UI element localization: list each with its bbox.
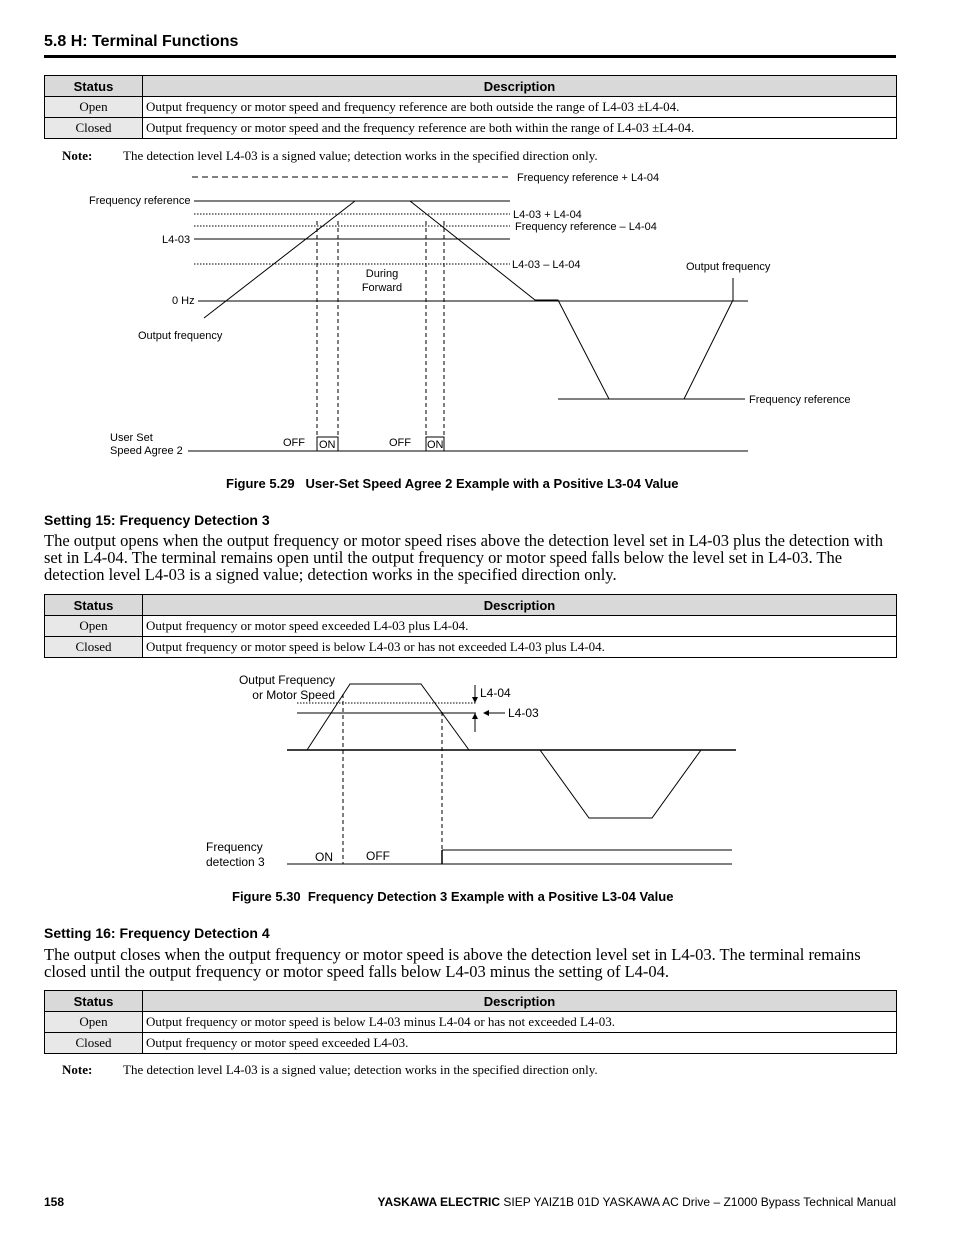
table-row bbox=[45, 1012, 897, 1033]
table-header-row bbox=[45, 76, 897, 97]
freq-ref-label: Frequency reference bbox=[89, 195, 191, 207]
output-freq-label: Output Frequency bbox=[238, 673, 335, 687]
speed-agree-label: Speed Agree 2 bbox=[110, 445, 183, 457]
page-number: 158 bbox=[44, 1195, 65, 1209]
setting-16-heading: Setting 16: Frequency Detection 4 bbox=[44, 925, 270, 941]
figure-5-29-caption: Figure 5.29 User-Set Speed Agree 2 Example with a Positive L3-04 Value bbox=[226, 476, 679, 491]
status-cell: Closed bbox=[45, 637, 143, 658]
on-label-1: ON bbox=[319, 439, 336, 451]
l404-arrow-head bbox=[472, 697, 478, 703]
description-cell: Output frequency or motor speed exceeded L4-03. bbox=[143, 1033, 897, 1054]
section-title: 5.8 H: Terminal Functions bbox=[44, 33, 239, 50]
status-cell: Open bbox=[45, 97, 143, 118]
description-cell: Output frequency or motor speed exceeded L4-03 plus L4-04. bbox=[143, 616, 897, 637]
setting-15-paragraph: The output opens when the output frequency or motor speed rises above the detection level set in L4-03 plus the detection with set in L4-04. The terminal remains open until the output frequency or motor speed falls below the level set in L4-03. The detection level L4-03 is a signed value; detection works in the specified direction only. bbox=[44, 531, 883, 584]
description-header: Description bbox=[143, 991, 897, 1012]
status-table-2 bbox=[44, 594, 897, 658]
l403-plus-label: L4-03 + L4-04 bbox=[513, 209, 582, 221]
on-label-2: ON bbox=[427, 439, 444, 451]
freq-ref-minus-label: Frequency reference – L4-04 bbox=[515, 221, 657, 233]
l403-minus-label: L4-03 – L4-04 bbox=[512, 259, 581, 271]
on-label: ON bbox=[315, 850, 333, 864]
table-row bbox=[45, 97, 897, 118]
description-header: Description bbox=[143, 76, 897, 97]
note-label: Note: bbox=[62, 1062, 93, 1077]
freq-det-label: Frequency bbox=[206, 840, 263, 854]
note-label: Note: bbox=[62, 148, 93, 163]
status-cell: Open bbox=[45, 1012, 143, 1033]
figure-5-30-caption: Figure 5.30 Frequency Detection 3 Example with a Positive L3-04 Value bbox=[232, 889, 674, 904]
forward-label: Forward bbox=[361, 282, 403, 294]
section-rule bbox=[44, 55, 896, 58]
footer-brand: YASKAWA ELECTRIC bbox=[377, 1195, 501, 1209]
status-cell: Closed bbox=[45, 118, 143, 139]
note-text: The detection level L4-03 is a signed value; detection works in the specified direction only. bbox=[123, 1062, 598, 1077]
off-label-1: OFF bbox=[283, 437, 305, 449]
user-set-label: User Set bbox=[110, 432, 153, 444]
zero-hz-label: 0 Hz bbox=[172, 295, 195, 307]
l404-arrow-head bbox=[472, 713, 478, 719]
description-cell: Output frequency or motor speed and the frequency reference are both within the range of L4-03 ±L4-04. bbox=[143, 118, 897, 139]
freq-ref-plus-label: Frequency reference + L4-04 bbox=[517, 172, 660, 184]
l403-label: L4-03 bbox=[162, 234, 191, 246]
during-label: During bbox=[365, 268, 399, 280]
status-header: Status bbox=[45, 991, 143, 1012]
negative-trace bbox=[540, 750, 701, 818]
figure-5-29-diagram bbox=[0, 165, 954, 465]
freq-ref-right-label: Frequency reference bbox=[749, 394, 851, 406]
description-cell: Output frequency or motor speed is below L4-03 minus L4-04 or has not exceeded L4-03. bbox=[143, 1012, 897, 1033]
status-header: Status bbox=[45, 76, 143, 97]
table-row bbox=[45, 1033, 897, 1054]
setting-16-paragraph: The output closes when the output frequency or motor speed is above the detection level set in L4-03. The terminal remains closed until the output frequency or motor speed falls below L4-03 minus the setting of L4-04. bbox=[44, 945, 861, 981]
l403-pointer-head bbox=[483, 710, 489, 716]
table-row bbox=[45, 118, 897, 139]
output-freq-left-label: Output frequency bbox=[138, 330, 223, 342]
figure-5-30-diagram bbox=[0, 668, 954, 878]
motor-speed-label: or Motor Speed bbox=[252, 688, 335, 702]
l404-label: L4-04 bbox=[480, 686, 511, 700]
description-cell: Output frequency or motor speed and frequency reference are both outside the range of L4-03 ±L4-04. bbox=[143, 97, 897, 118]
detection3-label: detection 3 bbox=[206, 855, 265, 869]
status-table-1 bbox=[44, 75, 897, 139]
table-header-row bbox=[45, 991, 897, 1012]
status-table-3 bbox=[44, 990, 897, 1054]
off-label: OFF bbox=[366, 849, 390, 863]
status-cell: Open bbox=[45, 616, 143, 637]
table-row bbox=[45, 616, 897, 637]
description-header: Description bbox=[143, 595, 897, 616]
description-cell: Output frequency or motor speed is below L4-03 or has not exceeded L4-03 plus L4-04. bbox=[143, 637, 897, 658]
setting-15-heading: Setting 15: Frequency Detection 3 bbox=[44, 512, 270, 528]
output-freq-right-label: Output frequency bbox=[686, 261, 771, 273]
status-header: Status bbox=[45, 595, 143, 616]
footer-manual: SIEP YAIZ1B 01D YASKAWA AC Drive – Z1000 Bypass Technical Manual bbox=[500, 1195, 896, 1209]
off-label-2: OFF bbox=[389, 437, 411, 449]
status-cell: Closed bbox=[45, 1033, 143, 1054]
l403-label: L4-03 bbox=[508, 706, 539, 720]
footer-manual-title bbox=[378, 1195, 896, 1209]
table-header-row bbox=[45, 595, 897, 616]
table-row bbox=[45, 637, 897, 658]
note-text: The detection level L4-03 is a signed value; detection works in the specified direction only. bbox=[123, 148, 598, 163]
